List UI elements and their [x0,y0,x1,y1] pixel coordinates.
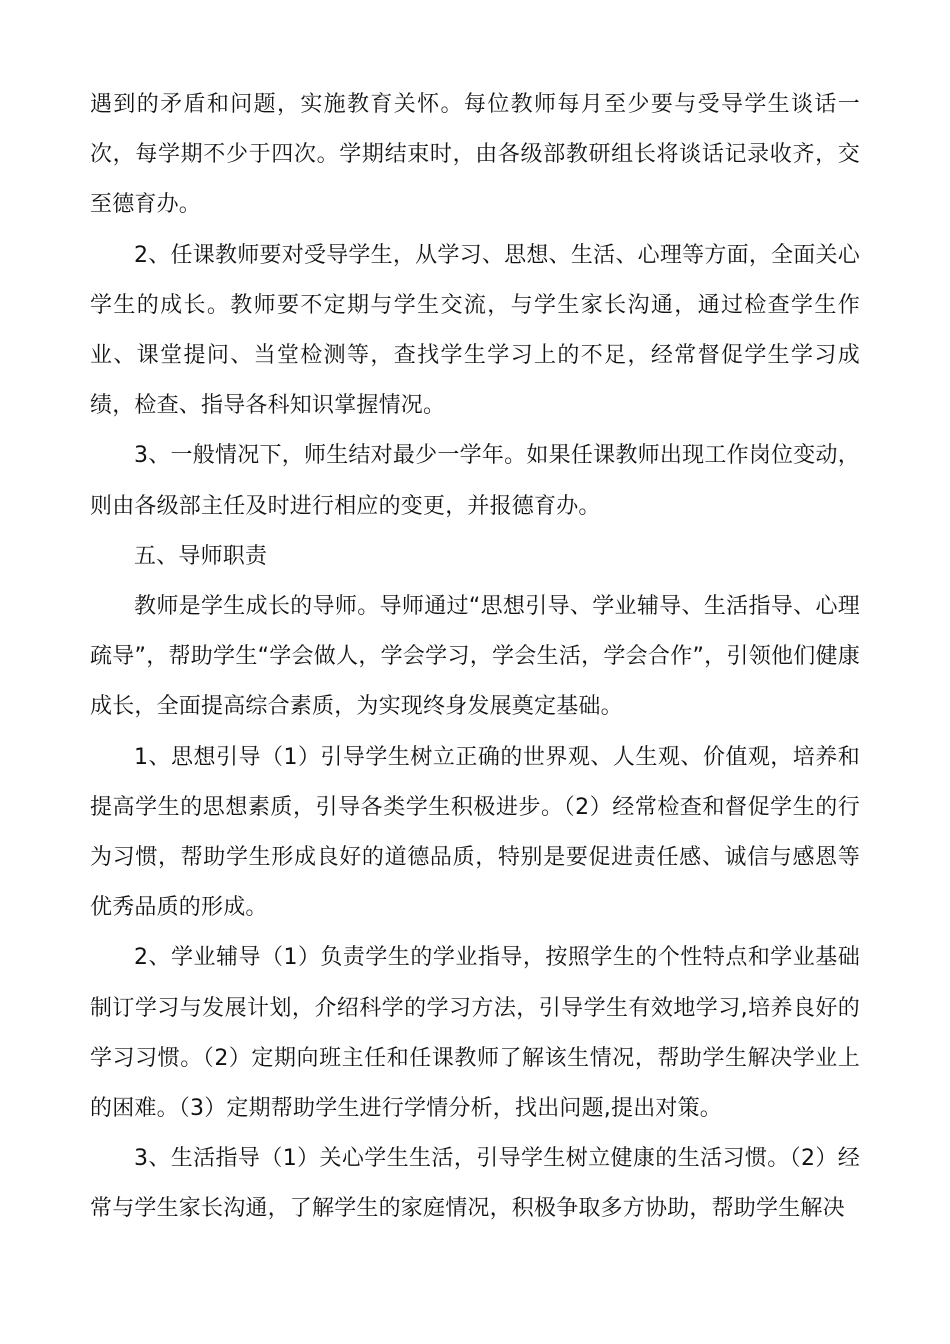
paragraph-item-2-teacher-care: 2、任课教师要对受导学生，从学习、思想、生活、心理等方面，全面关心学生的成长。教师要不定期与学生交流，与学生家长沟通，通过检查学生作业、课堂提问、当堂检测等，查找学生学习上的不足，经常督促学生学习成绩，检查、指导各科知识掌握情况。 [90,242,860,419]
paragraph-mentor-intro: 教师是学生成长的导师。导师通过“思想引导、学业辅导、生活指导、心理疏导”，帮助学生“学会做人，学会学习，学会生活，学会合作”，引领他们健康成长，全面提高综合素质，为实现终身发展奠定基础。 [90,594,860,720]
paragraph-item-3-pairing-duration: 3、一般情况下，师生结对最少一学年。如果任课教师出现工作岗位变动，则由各级部主任及时进行相应的变更，并报德育办。 [90,443,860,519]
section-heading-mentor-duties: 五、导师职责 [134,543,268,569]
document-body [90,80,860,1235]
paragraph-academic-guidance: 2、学业辅导（1）负责学生的学业指导，按照学生的个性特点和学业基础制订学习与发展计划，介绍科学的学习方法，引导学生有效地学习,培养良好的学习习惯。（2）定期向班主任和任课教师了解该生情况，帮助学生解决学业上的困难。（3）定期帮助学生进行学情分析，找出问题,提出对策。 [90,945,860,1122]
paragraph-thought-guidance: 1、思想引导（1）引导学生树立正确的世界观、人生观、价值观，培养和提高学生的思想素质，引导各类学生积极进步。（2）经常检查和督促学生的行为习惯，帮助学生形成良好的道德品质，特别是要促进责任感、诚信与感恩等优秀品质的形成。 [90,744,860,921]
paragraph-continuation: 遇到的矛盾和问题，实施教育关怀。每位教师每月至少要与受导学生谈话一次，每学期不少于四次。学期结束时，由各级部教研组长将谈话记录收齐，交至德育办。 [90,92,860,218]
paragraph-life-guidance: 3、生活指导（1）关心学生生活，引导学生树立健康的生活习惯。（2）经常与学生家长沟通，了解学生的家庭情况，积极争取多方协助，帮助学生解决 [90,1146,860,1222]
